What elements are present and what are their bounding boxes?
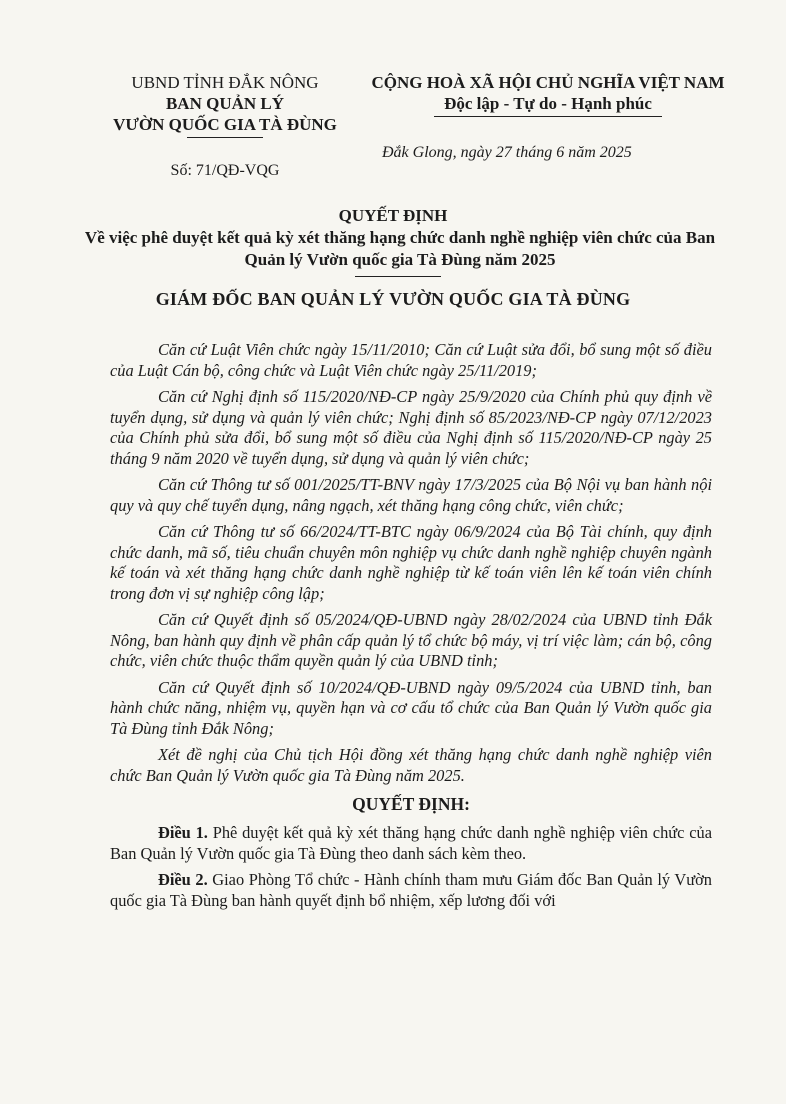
article-2 [110,870,712,911]
province-committee: UBND TỈNH ĐẮK NÔNG [131,73,319,92]
article-1 [110,823,712,864]
article-2-text: Giao Phòng Tổ chức - Hành chính tham mưu Giám đốc Ban Quản lý Vườn quốc gia Tà Đùng ban hành quyết định bổ nhiệm, xếp lương đối với [110,870,712,910]
legal-basis-3: Căn cứ Thông tư số 001/2025/TT-BNV ngày 17/3/2025 của Bộ Nội vụ ban hành nội quy và quy chế tuyển dụng, nâng ngạch, xét thăng hạng công chức, viên chức; [110,475,712,515]
agency-name-line2: VƯỜN QUỐC GIA TÀ ĐÙNG [113,115,337,134]
legal-basis-1: Căn cứ Luật Viên chức ngày 15/11/2010; Căn cứ Luật sửa đổi, bổ sung một số điều của Luật Cán bộ, công chức và Luật Viên chức ngày 25/11/2019; [110,340,712,380]
article-1-text: Phê duyệt kết quả kỳ xét thăng hạng chức danh nghề nghiệp viên chức của Ban Quản lý Vườn quốc gia Tà Đùng theo danh sách kèm theo. [110,823,712,863]
motto-underline [434,116,662,117]
place-date: Đắk Glong, ngày 27 tháng 6 năm 2025 [382,144,632,161]
document-title: QUYẾT ĐỊNH [338,206,448,225]
issuing-agency-block [100,72,350,181]
decision-heading: QUYẾT ĐỊNH: [352,794,470,814]
agency-underline [187,137,263,138]
article-2-label: Điều 2. [158,870,208,889]
document-subtitle: Về việc phê duyệt kết quả kỳ xét thăng hạng chức danh nghề nghiệp viên chức của Ban Quản lý Vườn quốc gia Tà Đùng năm 2025 [84,228,716,269]
document-number: Số: 71/QĐ-VQG [170,162,280,179]
legal-basis-2: Căn cứ Nghị định số 115/2020/NĐ-CP ngày 25/9/2020 của Chính phủ quy định về tuyển dụng, sử dụng và quản lý viên chức; Nghị định số 85/2023/NĐ-CP ngày 07/12/2023 của Chính phủ sửa đổi, bổ sung một số điều của Nghị định số 115/2020/NĐ-CP ngày 25 tháng 9 năm 2020 về tuyển dụng, sử dụng và quản lý viên chức; [110,387,712,468]
legal-basis-4: Căn cứ Thông tư số 66/2024/TT-BTC ngày 06/9/2024 của Bộ Tài chính, quy định chức danh, mã số, tiêu chuẩn chuyên môn nghiệp vụ chức danh nghề nghiệp chuyên ngành kế toán và xét thăng hạng chức danh nghề nghiệp từ kế toán viên lên kế toán viên chính trong đơn vị sự nghiệp công lập; [110,522,712,603]
legal-basis-6: Căn cứ Quyết định số 10/2024/QĐ-UBND ngày 09/5/2024 của UBND tỉnh, ban hành chức năng, nhiệm vụ, quyền hạn và cơ cấu tổ chức của Ban Quản lý Vườn quốc gia Tà Đùng tỉnh Đắk Nông; [110,677,712,738]
agency-name-line1: BAN QUẢN LÝ [165,94,285,113]
article-1-label: Điều 1. [158,823,208,842]
issuing-authority: GIÁM ĐỐC BAN QUẢN LÝ VƯỜN QUỐC GIA TÀ ĐÙNG [155,289,631,309]
document-body [110,340,712,917]
country-name: CỘNG HOÀ XÃ HỘI CHỦ NGHĨA VIỆT NAM [371,73,725,92]
national-motto-block [352,72,744,117]
proposal-basis: Xét đề nghị của Chủ tịch Hội đồng xét thăng hạng chức danh nghề nghiệp viên chức Ban Quản lý Vườn quốc gia Tà Đùng năm 2025. [110,745,712,785]
subtitle-underline [355,276,441,277]
motto: Độc lập - Tự do - Hạnh phúc [444,94,652,113]
legal-basis-5: Căn cứ Quyết định số 05/2024/QĐ-UBND ngày 28/02/2024 của UBND tỉnh Đắk Nông, ban hành quy định về phân cấp quản lý tổ chức bộ máy, vị trí việc làm; cán bộ, công chức, viên chức thuộc thẩm quyền quản lý của UBND tỉnh; [110,610,712,670]
